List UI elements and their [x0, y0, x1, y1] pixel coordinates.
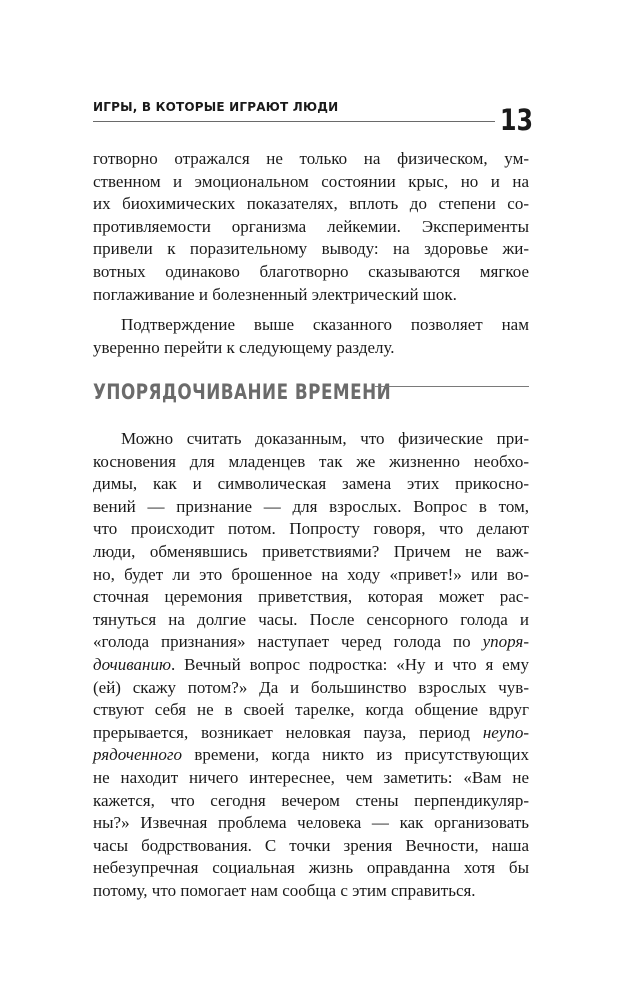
italic-term: дочиванию — [93, 654, 171, 674]
text-line — [93, 744, 529, 767]
text-line: тянуться на долгие часы. После сенсорного голода и — [93, 609, 529, 629]
header-rule — [93, 121, 495, 122]
section-rule — [375, 386, 529, 387]
text-line: поглаживание и болезненный электрический шок. — [93, 284, 457, 304]
running-head: ИГРЫ, В КОТОРЫЕ ИГРАЮТ ЛЮДИ — [93, 100, 339, 114]
upper-text-block — [93, 148, 529, 359]
paragraph-2 — [93, 314, 529, 359]
text-line: кажется, что сегодня вечером стены перпендикуляр- — [93, 790, 529, 810]
text-line: люди, обменявшись приветствиями? Причем не важ- — [93, 541, 529, 561]
paragraph-gap — [93, 306, 529, 314]
text-line: вений — признание — для взрослых. Вопрос в том, — [93, 496, 529, 516]
text-line: сточная церемония приветствия, которая может рас- — [93, 587, 529, 607]
text-fragment: времени, когда никто из присутствующих — [182, 745, 529, 765]
page-number: 13 — [500, 103, 534, 137]
text-fragment: . Вечный вопрос подростка: «Ну и что я ему — [170, 654, 529, 674]
text-line: ственном и эмоциональном состоянии крыс, но и на — [93, 171, 529, 191]
text-line: противляемости организма лейкемии. Эксперименты — [93, 216, 529, 236]
text-line: вотных одинаково благотворно сказываются мягкое — [93, 261, 529, 281]
text-line: потому, что помогает нам сообща с этим справиться. — [93, 880, 476, 900]
text-line: не находит ничего интереснее, чем заметить: «Вам не — [93, 767, 529, 787]
text-line: готворно отражался не только на физическом, ум- — [93, 149, 529, 168]
italic-term: рядоченного — [93, 745, 182, 765]
text-line: часы бодрствования. С точки зрения Вечности, наша — [93, 835, 529, 855]
text-line: но, будет ли это брошенное на ходу «привет!» или во- — [93, 564, 529, 584]
text-line: ствуют себя не в своей тарелке, когда общение вдруг — [93, 700, 529, 720]
text-line: Подтверждение выше сказанного позволяет нам — [121, 315, 529, 335]
text-line: косновения для младенцев так же жизненно необхо- — [93, 451, 529, 471]
text-line: димы, как и символическая замена этих прикосно- — [93, 474, 529, 494]
text-line: что происходит потом. Попросту говоря, что делают — [93, 519, 529, 539]
section-heading: УПОРЯДОЧИВАНИЕ ВРЕМЕНИ — [93, 380, 392, 404]
text-line: Можно считать доказанным, что физические при- — [121, 429, 529, 448]
text-line: небезупречная социальная жизнь оправданна хотя бы — [93, 858, 529, 878]
text-line: уверенно перейти к следующему разделу. — [93, 337, 395, 357]
text-line: привели к поразительному выводу: на здоровье жи- — [93, 239, 529, 259]
text-line — [93, 654, 529, 677]
text-fragment: прерывается, возникает неловкая пауза, период — [93, 722, 483, 742]
italic-term: неупо- — [482, 722, 529, 742]
text-line: их биохимических показателях, вплоть до степени со- — [93, 194, 529, 214]
paragraph-1 — [93, 148, 529, 306]
italic-term: упоря- — [482, 632, 529, 652]
lower-text-block — [93, 428, 529, 902]
text-fragment: «голода признания» наступает черед голода по — [93, 632, 483, 652]
text-line: (ей) скажу потом?» Да и большинство взрослых чув- — [93, 677, 529, 697]
text-line — [93, 722, 529, 745]
text-line: ны?» Извечная проблема человека — как организовать — [93, 813, 529, 833]
text-line — [93, 631, 529, 654]
